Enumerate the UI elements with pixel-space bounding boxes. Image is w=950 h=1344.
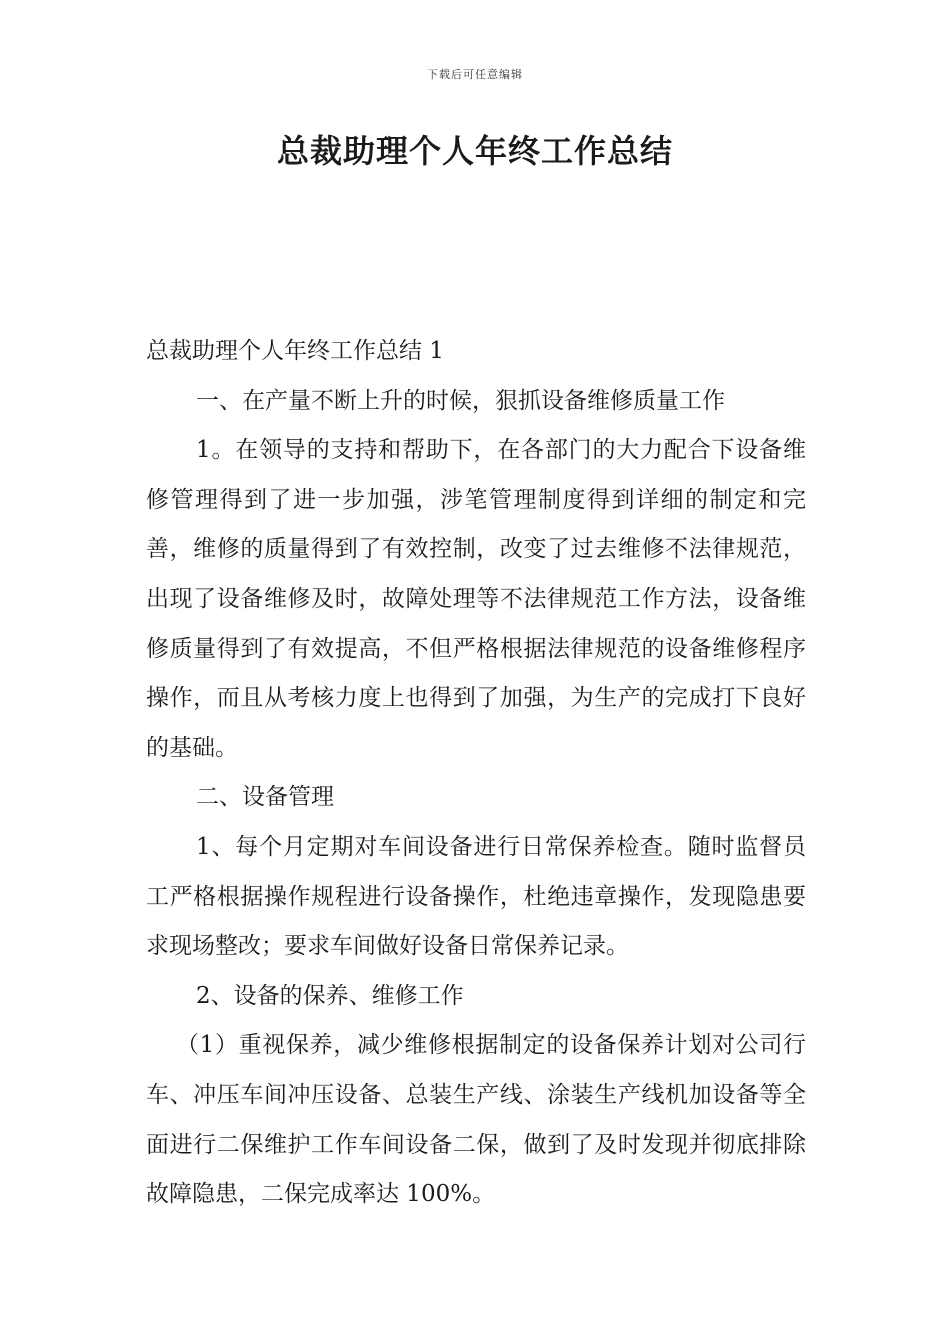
section-heading: 总裁助理个人年终工作总结 1 [146,338,444,364]
paragraph: 1。在领导的支持和帮助下，在各部门的大力配合下设备维修管理得到了进一步加强，涉笔管理制度得到详细的制定和完善，维修的质量得到了有效控制，改变了过去维修不法律规范，出现了设备维修及时，故障处理等不法律规范工作方法，设备维修质量得到了有效提高，不但严格根据法律规范的设备维修程序操作，而且从考核力度上也得到了加强，为生产的完成打下良好的基础。 [146,437,806,761]
paragraph: 一、在产量不断上升的时候，狠抓设备维修质量工作 [196,387,725,414]
page-header-note: 下载后可任意编辑 [427,68,523,81]
paragraph: 二、设备管理 [196,784,334,811]
paragraph: 1、每个月定期对车间设备进行日常保养检查。随时监督员工严格根据操作规程进行设备操作，杜绝违章操作，发现隐患要求现场整改；要求车间做好设备日常保养记录。 [146,833,806,960]
document-body [146,327,806,1220]
document-title: 总裁助理个人年终工作总结 [276,132,673,170]
paragraph: （1）重视保养，减少维修根据制定的设备保养计划对公司行车、冲压车间冲压设备、总装生产线、涂装生产线机加设备等全面进行二保维护工作车间设备二保，做到了及时发现并彻底排除故障隐患，二保完成率达 100%。 [146,1032,806,1208]
paragraph: 2、设备的保养、维修工作 [196,982,464,1009]
